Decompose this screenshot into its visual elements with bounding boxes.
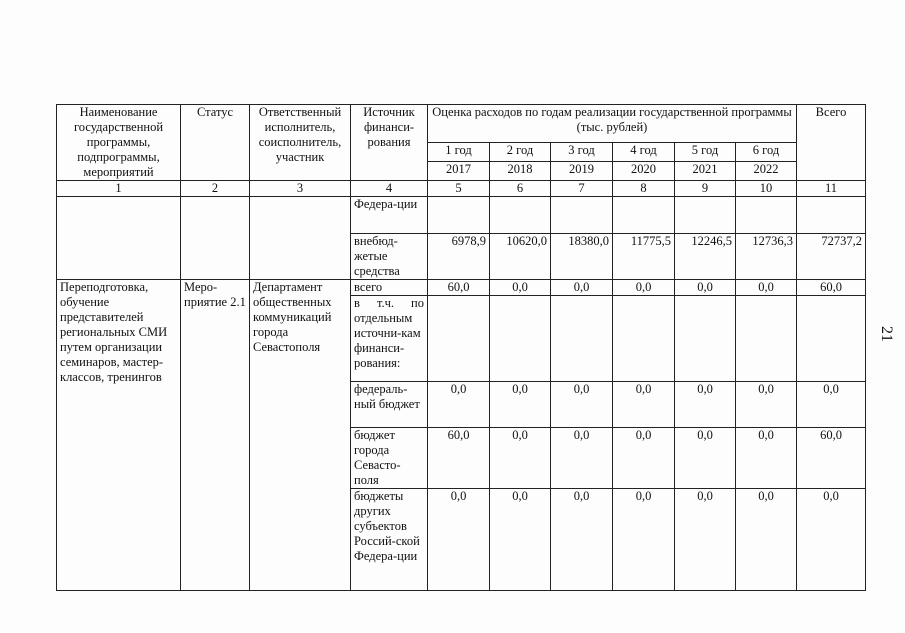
column-number: 9 <box>675 181 736 197</box>
value-cell: 60,0 <box>428 428 490 489</box>
column-number: 3 <box>250 181 351 197</box>
value-cell: 0,0 <box>613 428 675 489</box>
value-cell: 0,0 <box>736 428 797 489</box>
value-cell <box>613 197 675 234</box>
year-value: 2020 <box>613 162 675 181</box>
year-value: 2022 <box>736 162 797 181</box>
column-number: 4 <box>351 181 428 197</box>
year-label: 6 год <box>736 143 797 162</box>
value-cell <box>797 296 866 382</box>
value-cell: 0,0 <box>797 489 866 591</box>
value-cell: 0,0 <box>490 280 551 296</box>
empty-cell <box>250 197 351 280</box>
event-name: Переподготовка, обучение представителей региональных СМИ путем организации семинаров, мастер-классов, тренингов <box>57 280 181 591</box>
value-cell: 0,0 <box>428 382 490 428</box>
value-cell: 0,0 <box>551 489 613 591</box>
value-cell <box>736 197 797 234</box>
column-number: 11 <box>797 181 866 197</box>
column-number: 7 <box>551 181 613 197</box>
event-responsible: Департамент общественных коммуникаций города Севастополя <box>250 280 351 591</box>
value-cell: 0,0 <box>551 382 613 428</box>
header-name: Наименование государственной программы, подпрограммы, мероприятий <box>57 105 181 181</box>
value-cell: 0,0 <box>675 280 736 296</box>
value-cell: 6978,9 <box>428 234 490 280</box>
value-cell: 0,0 <box>551 280 613 296</box>
year-label: 3 год <box>551 143 613 162</box>
value-cell: 0,0 <box>736 489 797 591</box>
event-status: Меро-приятие 2.1 <box>181 280 250 591</box>
table-row <box>57 197 866 234</box>
year-label: 4 год <box>613 143 675 162</box>
year-value: 2017 <box>428 162 490 181</box>
column-number-row <box>57 181 866 197</box>
value-cell <box>490 197 551 234</box>
value-cell <box>428 197 490 234</box>
header-status: Статус <box>181 105 250 181</box>
year-value: 2019 <box>551 162 613 181</box>
value-cell <box>428 296 490 382</box>
value-cell: 10620,0 <box>490 234 551 280</box>
column-number: 2 <box>181 181 250 197</box>
source-cell: бюджет города Севасто-поля <box>351 428 428 489</box>
value-cell: 12736,3 <box>736 234 797 280</box>
value-cell <box>675 197 736 234</box>
value-cell: 12246,5 <box>675 234 736 280</box>
header-estimate: Оценка расходов по годам реализации государственной программы (тыс. рублей) <box>428 105 797 143</box>
value-cell: 60,0 <box>797 428 866 489</box>
value-cell: 0,0 <box>490 489 551 591</box>
value-cell: 0,0 <box>490 382 551 428</box>
value-cell <box>797 197 866 234</box>
value-cell <box>551 197 613 234</box>
table-row <box>57 280 866 296</box>
year-label: 2 год <box>490 143 551 162</box>
source-cell: бюджеты других субъектов Россий-ской Федера-ции <box>351 489 428 591</box>
value-cell: 0,0 <box>736 280 797 296</box>
year-value: 2018 <box>490 162 551 181</box>
year-label: 5 год <box>675 143 736 162</box>
header-total: Всего <box>797 105 866 181</box>
value-cell: 0,0 <box>675 489 736 591</box>
value-cell: 0,0 <box>675 428 736 489</box>
value-cell: 0,0 <box>490 428 551 489</box>
page-number: 21 <box>878 326 895 342</box>
value-cell: 0,0 <box>613 280 675 296</box>
column-number: 6 <box>490 181 551 197</box>
value-cell: 0,0 <box>675 382 736 428</box>
value-cell: 72737,2 <box>797 234 866 280</box>
source-cell: внебюд-жетые средства <box>351 234 428 280</box>
column-number: 8 <box>613 181 675 197</box>
value-cell <box>736 296 797 382</box>
source-cell: в т.ч. по отдельным источни-кам финанси-рования: <box>351 296 428 382</box>
value-cell: 18380,0 <box>551 234 613 280</box>
header-source: Источник финанси-рования <box>351 105 428 181</box>
value-cell: 60,0 <box>797 280 866 296</box>
value-cell <box>613 296 675 382</box>
source-cell: всего <box>351 280 428 296</box>
value-cell: 0,0 <box>551 428 613 489</box>
value-cell: 60,0 <box>428 280 490 296</box>
value-cell: 11775,5 <box>613 234 675 280</box>
column-number: 1 <box>57 181 181 197</box>
year-label: 1 год <box>428 143 490 162</box>
source-cell: федераль-ный бюджет <box>351 382 428 428</box>
value-cell <box>490 296 551 382</box>
empty-cell <box>57 197 181 280</box>
year-value: 2021 <box>675 162 736 181</box>
value-cell: 0,0 <box>428 489 490 591</box>
value-cell: 0,0 <box>613 489 675 591</box>
header-responsible: Ответственный исполнитель, соисполнитель, участник <box>250 105 351 181</box>
value-cell <box>551 296 613 382</box>
header-row <box>57 105 866 143</box>
source-cell: Федера-ции <box>351 197 428 234</box>
column-number: 5 <box>428 181 490 197</box>
value-cell: 0,0 <box>797 382 866 428</box>
value-cell <box>675 296 736 382</box>
empty-cell <box>181 197 250 280</box>
column-number: 10 <box>736 181 797 197</box>
value-cell: 0,0 <box>736 382 797 428</box>
value-cell: 0,0 <box>613 382 675 428</box>
budget-table <box>56 104 866 591</box>
